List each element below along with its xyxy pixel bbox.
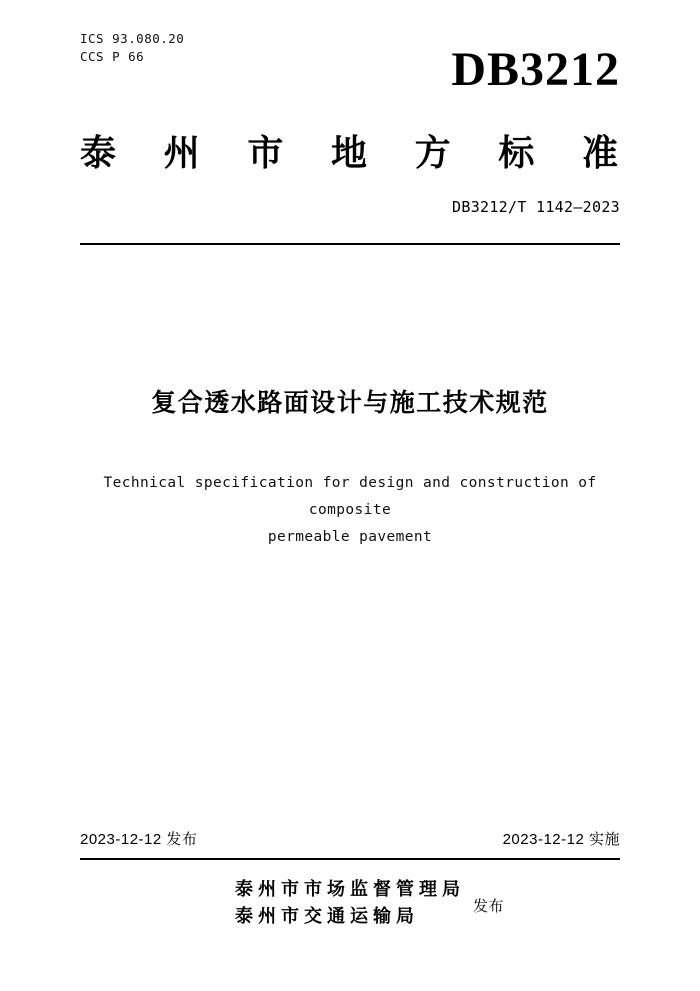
issuer-names — [235, 876, 505, 930]
issue-date: 2023-12-12 发布 — [80, 831, 198, 848]
document-title-english-line-1: Technical specification for design and construction of composite — [103, 475, 597, 518]
ccs-code: CCS P 66 — [80, 49, 145, 65]
standard-type-title: 泰州市地方标准 — [80, 133, 620, 173]
document-title-english-line-2: permeable pavement — [267, 528, 433, 545]
header-divider — [80, 243, 620, 245]
standard-code: DB3212 — [451, 43, 620, 96]
issuer-block — [0, 876, 700, 930]
ics-code: ICS 93.080.20 — [80, 31, 185, 46]
classification-codes — [80, 30, 184, 66]
issuer-line-1: 泰州市市场监督管理局 — [235, 879, 465, 899]
document-title-english — [90, 470, 610, 550]
issuer-line-2: 泰州市交通运输局 — [235, 906, 419, 926]
effective-date: 2023-12-12 实施 — [502, 831, 620, 848]
document-title-chinese: 复合透水路面设计与施工技术规范 — [151, 390, 549, 417]
standard-number: DB3212/T 1142—2023 — [452, 198, 620, 216]
issuer-verb: 发布 — [473, 898, 505, 915]
footer-divider — [80, 858, 620, 860]
